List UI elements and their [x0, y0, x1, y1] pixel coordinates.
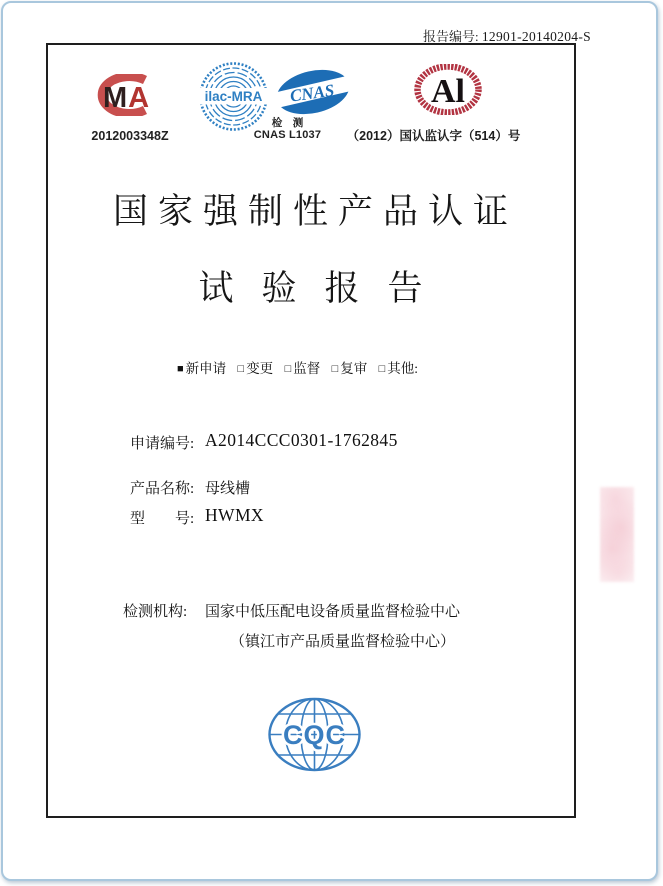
checkbox-empty-icon: □ — [284, 363, 292, 375]
application-type-options — [177, 357, 426, 377]
product-name-value: 母线槽 — [205, 481, 251, 497]
checkbox-checked-icon: ■ — [177, 363, 184, 375]
model-value: HWMX — [205, 505, 264, 525]
document-frame — [46, 43, 576, 818]
ilac-label: ilac-MRA — [204, 89, 263, 104]
cal-logo — [414, 64, 482, 115]
report-title: 国家强制性产品认证 — [112, 192, 518, 231]
report-number-value: 12901-20140204-S — [481, 29, 591, 44]
application-number-value: A2014CCC0301-1762845 — [205, 430, 398, 450]
option-change: □ 变更 — [237, 361, 274, 376]
cnas-caption — [247, 118, 328, 141]
cnas-caption-jianche: 检 测 — [271, 117, 304, 129]
product-name-label: 产品名称: — [130, 481, 195, 497]
testing-agency-name: 国家中低压配电设备质量监督检验中心 — [205, 604, 461, 620]
option-supervision: □ 监督 — [284, 361, 321, 376]
cma-logo — [93, 74, 165, 116]
model-label: 型 号: — [130, 511, 195, 527]
stamp-bleed-mark — [600, 487, 634, 582]
cqc-letters: CQC — [283, 720, 346, 750]
cma-letters: MA — [103, 82, 150, 114]
application-number-label: 申请编号: — [130, 436, 195, 452]
report-number-label: 报告编号: — [423, 29, 479, 44]
checkbox-empty-icon: □ — [331, 363, 339, 375]
cal-letters: Al — [431, 73, 465, 110]
checkbox-empty-icon: □ — [378, 363, 386, 375]
cal-caption: （2012）国认监认字（514）号 — [346, 129, 521, 143]
testing-agency-branch: （镇江市产品质量监督检验中心） — [230, 634, 456, 650]
report-subtitle: 试验报告 — [198, 269, 451, 308]
cma-registration-number: 2012003348Z — [91, 129, 169, 143]
option-other: □ 其他: — [378, 361, 419, 376]
testing-agency-label: 检测机构: — [123, 604, 188, 620]
cnas-caption-number: CNAS L1037 — [253, 129, 322, 141]
checkbox-empty-icon: □ — [237, 363, 245, 375]
cqc-logo — [267, 697, 362, 772]
option-review: □ 复审 — [331, 361, 368, 376]
cnas-letters: CNAS — [288, 80, 336, 106]
option-new-application: ■ 新申请 — [177, 361, 227, 376]
cnas-logo — [274, 67, 352, 117]
